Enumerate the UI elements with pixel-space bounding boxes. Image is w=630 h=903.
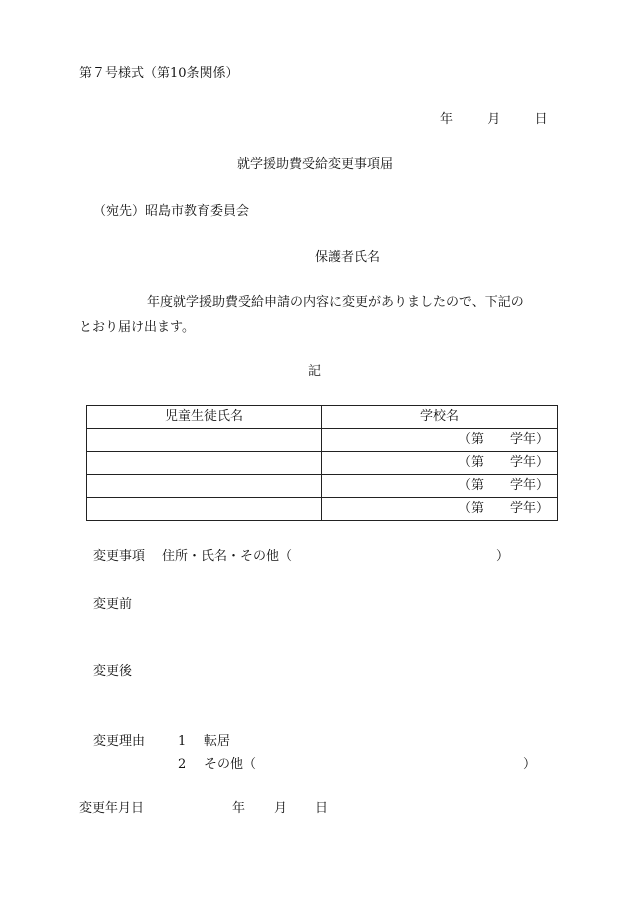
form-number: 第７号様式（第10条関係） bbox=[79, 66, 239, 81]
header-date bbox=[440, 112, 548, 128]
student-name-cell[interactable] bbox=[87, 498, 322, 521]
header-date-month: 月 bbox=[487, 112, 501, 127]
change-date-day: 日 bbox=[315, 801, 329, 816]
change-date-month: 月 bbox=[274, 801, 288, 816]
header-date-day: 日 bbox=[534, 112, 548, 127]
change-item-close-paren: ） bbox=[496, 549, 510, 564]
header-date-year: 年 bbox=[440, 112, 454, 127]
header-student-name: 児童生徒氏名 bbox=[87, 406, 322, 429]
student-name-cell[interactable] bbox=[87, 452, 322, 475]
student-name-cell[interactable] bbox=[87, 475, 322, 498]
change-item-label: 変更事項 bbox=[93, 549, 146, 564]
after-label: 変更後 bbox=[93, 664, 133, 679]
table-row bbox=[87, 429, 558, 452]
header-school-name: 学校名 bbox=[322, 406, 558, 429]
addressee: （宛先）昭島市教育委員会 bbox=[93, 204, 250, 219]
reason-option-2-text: その他（ bbox=[204, 757, 257, 772]
school-grade-cell[interactable]: （第 学年） bbox=[322, 429, 558, 452]
change-item-options: 住所・氏名・その他（ bbox=[162, 549, 293, 564]
table-row bbox=[87, 475, 558, 498]
guardian-name-label: 保護者氏名 bbox=[315, 250, 381, 265]
school-grade-cell[interactable]: （第 学年） bbox=[322, 452, 558, 475]
table-row bbox=[87, 498, 558, 521]
body-text-line2: とおり届け出ます。 bbox=[79, 320, 195, 335]
reason-option-2-number: 2 bbox=[178, 757, 187, 772]
table-header-row bbox=[87, 406, 558, 429]
students-table bbox=[86, 405, 558, 521]
reason-label: 変更理由 bbox=[93, 734, 146, 749]
reason-option-2-close-paren: ） bbox=[523, 757, 537, 772]
form-title: 就学援助費受給変更事項届 bbox=[236, 157, 393, 172]
student-name-cell[interactable] bbox=[87, 429, 322, 452]
before-label: 変更前 bbox=[93, 597, 133, 612]
ki-heading: 記 bbox=[308, 364, 322, 379]
change-date-year: 年 bbox=[232, 801, 246, 816]
reason-option-1-number: 1 bbox=[178, 734, 187, 749]
school-grade-cell[interactable]: （第 学年） bbox=[322, 498, 558, 521]
change-date-label: 変更年月日 bbox=[79, 801, 145, 816]
body-text-line1: 年度就学援助費受給申請の内容に変更がありましたので、下記の bbox=[147, 295, 524, 310]
table-row bbox=[87, 452, 558, 475]
school-grade-cell[interactable]: （第 学年） bbox=[322, 475, 558, 498]
reason-option-1-text: 転居 bbox=[204, 734, 231, 749]
